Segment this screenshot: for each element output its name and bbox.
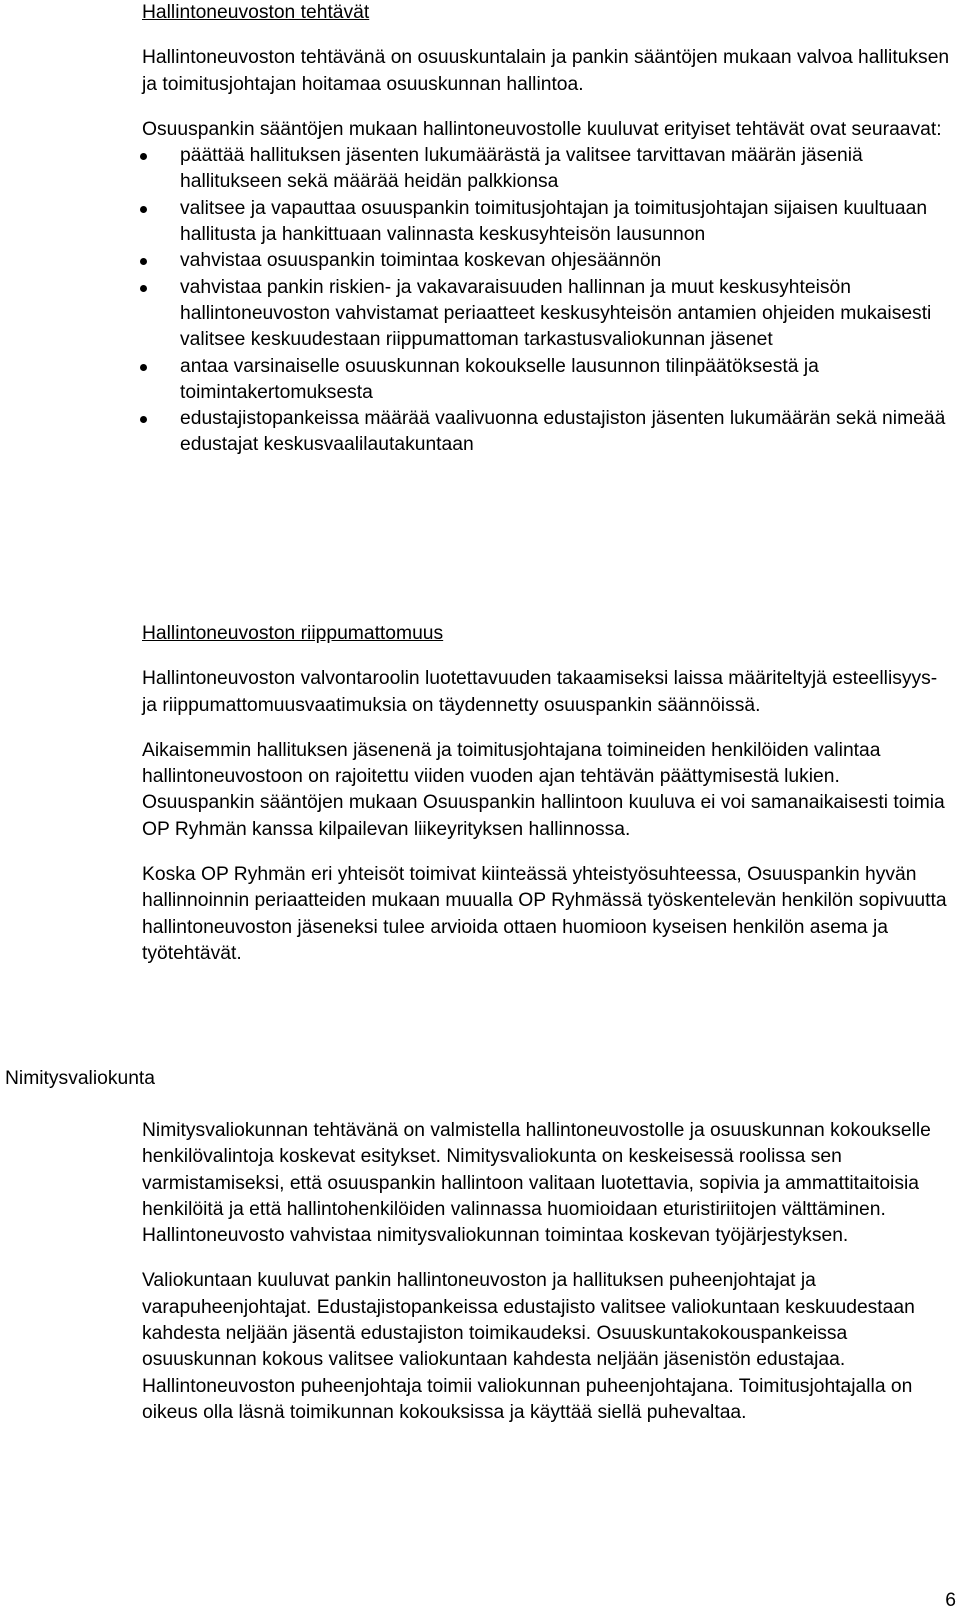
list-item <box>142 248 952 274</box>
list-item <box>142 354 952 407</box>
list-item-text: vahvistaa pankin riskien- ja vakavaraisuuden hallinnan ja muut keskusyhteisön hallintoneuvoston vahvistamat periaatteet keskusyhteisön antamien ohjeiden mukaisesti valitsee keskuudestaan riippumattoman tarkastusvaliokunnan jäsenet <box>180 276 932 351</box>
intro-paragraph: Hallintoneuvoston tehtävänä on osuuskuntalain ja pankin sääntöjen mukaan valvoa hallituksen ja toimitusjohtajan hoitamaa osuuskunnan hallintoa. <box>142 47 950 95</box>
section-heading: Hallintoneuvoston riippumattomuus <box>142 623 444 644</box>
bullet-icon <box>140 285 147 292</box>
list-item <box>142 406 952 459</box>
paragraph: Nimitysvaliokunnan tehtävänä on valmistella hallintoneuvostolle ja osuuskunnan kokoukselle henkilövalintoja koskevat esitykset. Nimitysvaliokunta on keskeisessä roolissa sen varmistamiseksi, että osuuspankin hallintoon valitaan luotettavia, sopivia ja ammattitaitoisia henkilöitä ja että hallintohenkilöiden valinnassa huomioidaan eturistiriitojen välttäminen. Hallintoneuvosto vahvistaa nimitysvaliokunnan toimintaa koskevan työjärjestyksen. <box>142 1120 931 1247</box>
list-item <box>142 196 952 249</box>
bullet-icon <box>140 153 147 160</box>
paragraph: Koska OP Ryhmän eri yhteisöt toimivat kiinteässä yhteistyösuhteessa, Osuuspankin hyvän hallinnoinnin periaatteiden mukaan muualla OP Ryhmässä työskentelevän henkilön sopivuutta hallintoneuvoston jäseneksi tulee arvioida ottaen huomioon kyseisen henkilön asema ja työtehtävät. <box>142 864 947 964</box>
paragraph: Aikaisemmin hallituksen jäsenenä ja toimitusjohtajana toimineiden henkilöiden valintaa hallintoneuvostoon on rajoitettu viiden vuoden ajan tehtävän päättymisestä lukien. Osuuspankin sääntöjen mukaan Osuuspankin hallintoon kuuluva ei voi samanaikaisesti toimia OP Ryhmän kanssa kilpailevan liikeyrityksen hallinnossa. <box>142 739 945 840</box>
page-number: 6 <box>945 1590 956 1611</box>
paragraph: Hallintoneuvoston valvontaroolin luotettavuuden takaamiseksi laissa määriteltyjä esteellisyys- ja riippumattomuusvaatimuksia on täydennetty osuuspankin säännöissä. <box>142 668 938 716</box>
section-board-duties <box>142 0 952 459</box>
list-item-text: edustajistopankeissa määrää vaalivuonna edustajiston jäsenten lukumäärän sekä nimeää edustajat keskusvaalilautakuntaan <box>180 408 946 456</box>
list-item <box>142 275 952 354</box>
list-item-text: päättää hallituksen jäsenten lukumäärästä ja valitsee tarvittavan määrän jäseniä hallitukseen sekä määrää heidän palkkionsa <box>180 145 863 193</box>
list-item-text: antaa varsinaiselle osuuskunnan kokoukselle lausunnon tilinpäätöksestä ja toimintakertomuksesta <box>180 355 819 403</box>
list-item <box>142 143 952 196</box>
section-heading: Hallintoneuvoston tehtävät <box>142 2 370 23</box>
duties-list <box>142 143 952 459</box>
side-heading-nomination-committee: Nimitysvaliokunta <box>5 1068 156 1089</box>
bullet-icon <box>140 206 147 213</box>
bullet-icon <box>140 416 147 423</box>
bullet-icon <box>140 258 147 265</box>
list-item-text: valitsee ja vapauttaa osuuspankin toimitusjohtajan ja toimitusjohtajan sijaisen kuultuaan hallitusta ja hankittuaan valinnasta keskusyhteisön lausunnon <box>180 197 928 246</box>
bullet-icon <box>140 364 147 371</box>
lead-paragraph: Osuuspankin sääntöjen mukaan hallintoneuvostolle kuuluvat erityiset tehtävät ovat seuraavat: <box>142 118 942 140</box>
paragraph: Valiokuntaan kuuluvat pankin hallintoneuvoston ja hallituksen puheenjohtajat ja varapuheenjohtajat. Edustajistopankeissa edustajisto valitsee valiokuntaan keskuudestaan kahdesta neljään jäsentä edustajiston toimikaudeksi. Osuuskuntakokouspankeissa osuuskunnan kokous valitsee valiokuntaan kahdesta neljään jäsenistön edustajaa. Hallintoneuvoston puheenjohtaja toimii valiokunnan puheenjohtajana. Toimitusjohtajalla on oikeus olla läsnä toimikunnan kokouksissa ja käyttää siellä puhevaltaa. <box>142 1270 915 1423</box>
section-board-independence <box>142 621 952 967</box>
list-item-text: vahvistaa osuuspankin toimintaa koskevan ohjesäännön <box>180 250 662 272</box>
section-nomination-committee <box>142 1118 952 1426</box>
